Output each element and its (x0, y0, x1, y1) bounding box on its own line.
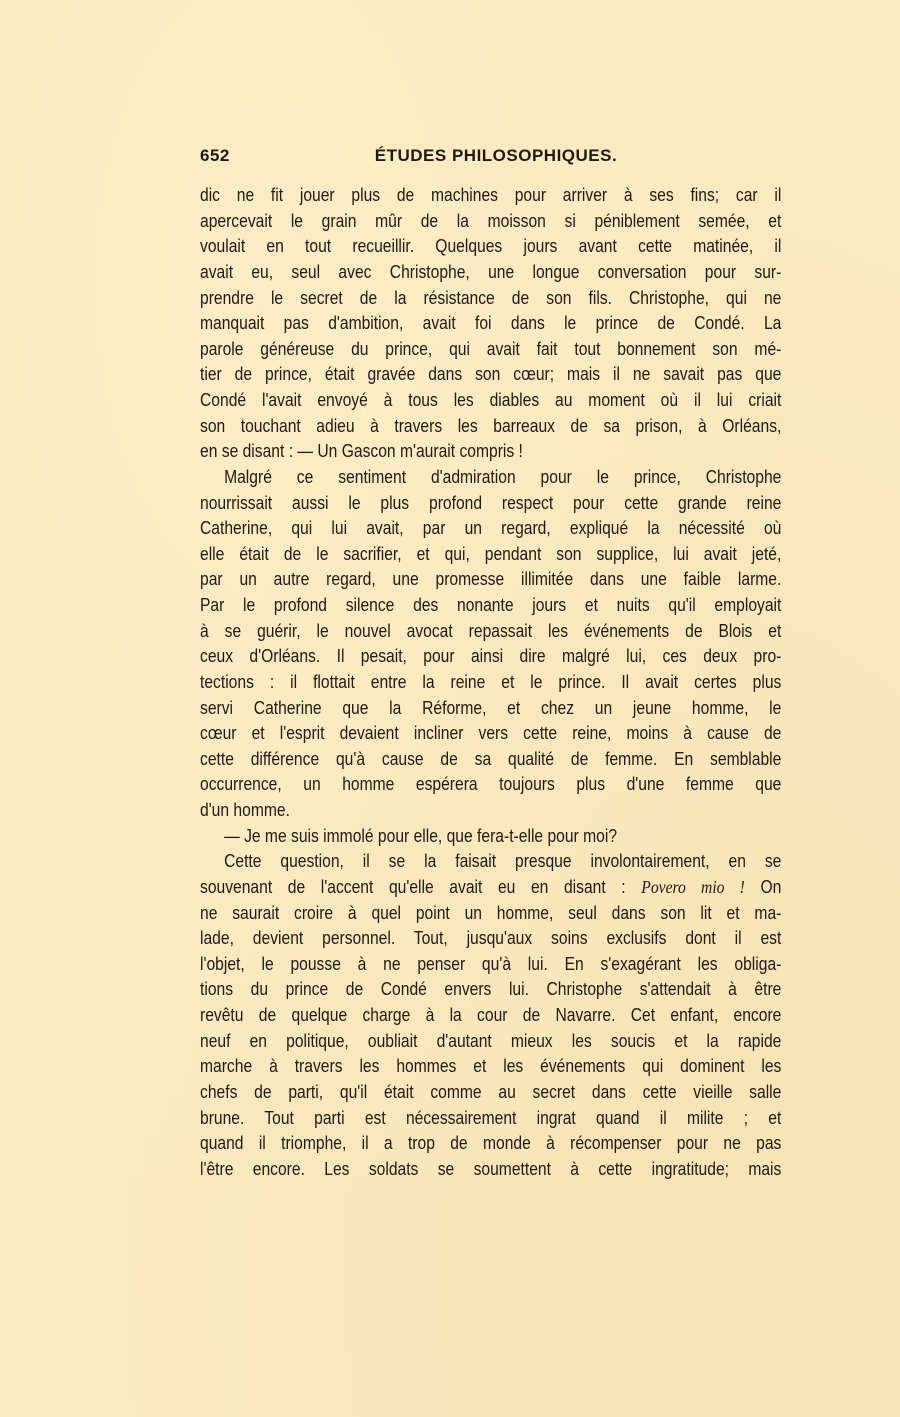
text-line: cette différence qu'à cause de sa qualité de femme. En semblable (200, 748, 782, 769)
text-line: d'un homme. (200, 800, 290, 820)
text-line: Cette question, il se la faisait presque involontairement, en se (224, 851, 782, 872)
text-span: On (744, 876, 782, 897)
text-line: cœur et l'esprit devaient incliner vers cette reine, moins à cause de (200, 723, 782, 744)
text-line: en se disant : — Un Gascon m'aurait compris ! (200, 441, 523, 462)
text-line: l'être encore. Les soldats se soumettent à cette ingratitude; mais (200, 1158, 782, 1179)
text-line: lade, devient personnel. Tout, jusqu'aux soins exclusifs dont il est (200, 928, 782, 949)
text-line: voulait en tout recueillir. Quelques jours avant cette matinée, il (200, 236, 782, 257)
italic-phrase: Povero mio ! (641, 876, 745, 897)
text-line: manquait pas d'ambition, avait foi dans le prince de Condé. La (200, 313, 782, 334)
text-span: souvenant de l'accent qu'elle avait eu en disant : (200, 876, 642, 897)
text-line: neuf en politique, oubliait d'autant mieux les soucis et la rapide (200, 1030, 782, 1051)
text-line: parole généreuse du prince, qui avait fait tout bonnement son mé- (200, 338, 782, 359)
text-line: chefs de parti, qu'il était comme au secret dans cette vieille salle (200, 1081, 782, 1102)
text-line: ceux d'Orléans. Il pesait, pour ainsi dire malgré lui, ces deux pro- (200, 646, 782, 667)
paragraph-3-dialogue (200, 824, 701, 850)
text-line: ne saurait croire à quel point un homme, seul dans son lit et ma- (200, 902, 782, 923)
text-line: prendre le secret de la résistance de son fils. Christophe, qui ne (200, 287, 782, 308)
text-line: nourrissait aussi le plus profond respect pour cette grande reine (200, 492, 782, 513)
text-line: tions du prince de Condé envers lui. Christophe s'attendait à être (200, 979, 782, 1000)
text-line: son touchant adieu à travers les barreaux de sa prison, à Orléans, (200, 415, 782, 436)
text-line: dic ne fit jouer plus de machines pour arriver à ses fins; car il (200, 185, 782, 205)
text-line: Catherine, qui lui avait, par un regard, expliqué la nécessité où (200, 518, 782, 539)
paragraph-4 (200, 849, 782, 1182)
text-line: brune. Tout parti est nécessairement ingrat quand il milite ; et (200, 1107, 782, 1128)
text-line: revêtu de quelque charge à la cour de Navarre. Cet enfant, encore (200, 1005, 782, 1025)
text-line: tier de prince, était gravée dans son cœur; mais il ne savait pas que (200, 364, 782, 385)
page-header (200, 146, 782, 172)
body-text (200, 183, 782, 1182)
text-line-with-italic (200, 875, 781, 901)
text-line: servi Catherine que la Réforme, et chez un jeune homme, le (200, 697, 782, 718)
text-line: apercevait le grain mûr de la moisson si péniblement semée, et (200, 210, 782, 231)
page-number: 652 (200, 146, 230, 165)
text-line: Malgré ce sentiment d'admiration pour le prince, Christophe (224, 466, 782, 487)
running-head: ÉTUDES PHILOSOPHIQUES. (374, 146, 618, 165)
text-line: avait eu, seul avec Christophe, une longue conversation pour sur- (200, 261, 782, 282)
text-line: Par le profond silence des nonante jours et nuits qu'il employait (200, 595, 782, 615)
text-line: quand il triomphe, il a trop de monde à récompenser pour ne pas (200, 1133, 782, 1154)
text-line: occurrence, un homme espérera toujours plus d'une femme que (200, 774, 782, 795)
text-line: — Je me suis immolé pour elle, que fera-t-elle pour moi? (224, 825, 618, 846)
text-line: tections : il flottait entre la reine et le prince. Il avait certes plus (200, 671, 782, 692)
paragraph-1 (200, 183, 782, 465)
paragraph-2 (200, 465, 782, 824)
text-line: elle était de le sacrifier, et qui, pendant son supplice, lui avait jeté, (200, 543, 782, 564)
text-line: l'objet, le pousse à ne penser qu'à lui. En s'exagérant les obliga- (200, 953, 782, 974)
text-line: Condé l'avait envoyé à tous les diables au moment où il lui criait (200, 390, 782, 410)
text-line: marche à travers les hommes et les événements qui dominent les (200, 1056, 782, 1077)
text-line: par un autre regard, une promesse illimitée dans une faible larme. (200, 569, 782, 590)
text-line: à se guérir, le nouvel avocat repassait les événements de Blois et (200, 620, 782, 641)
